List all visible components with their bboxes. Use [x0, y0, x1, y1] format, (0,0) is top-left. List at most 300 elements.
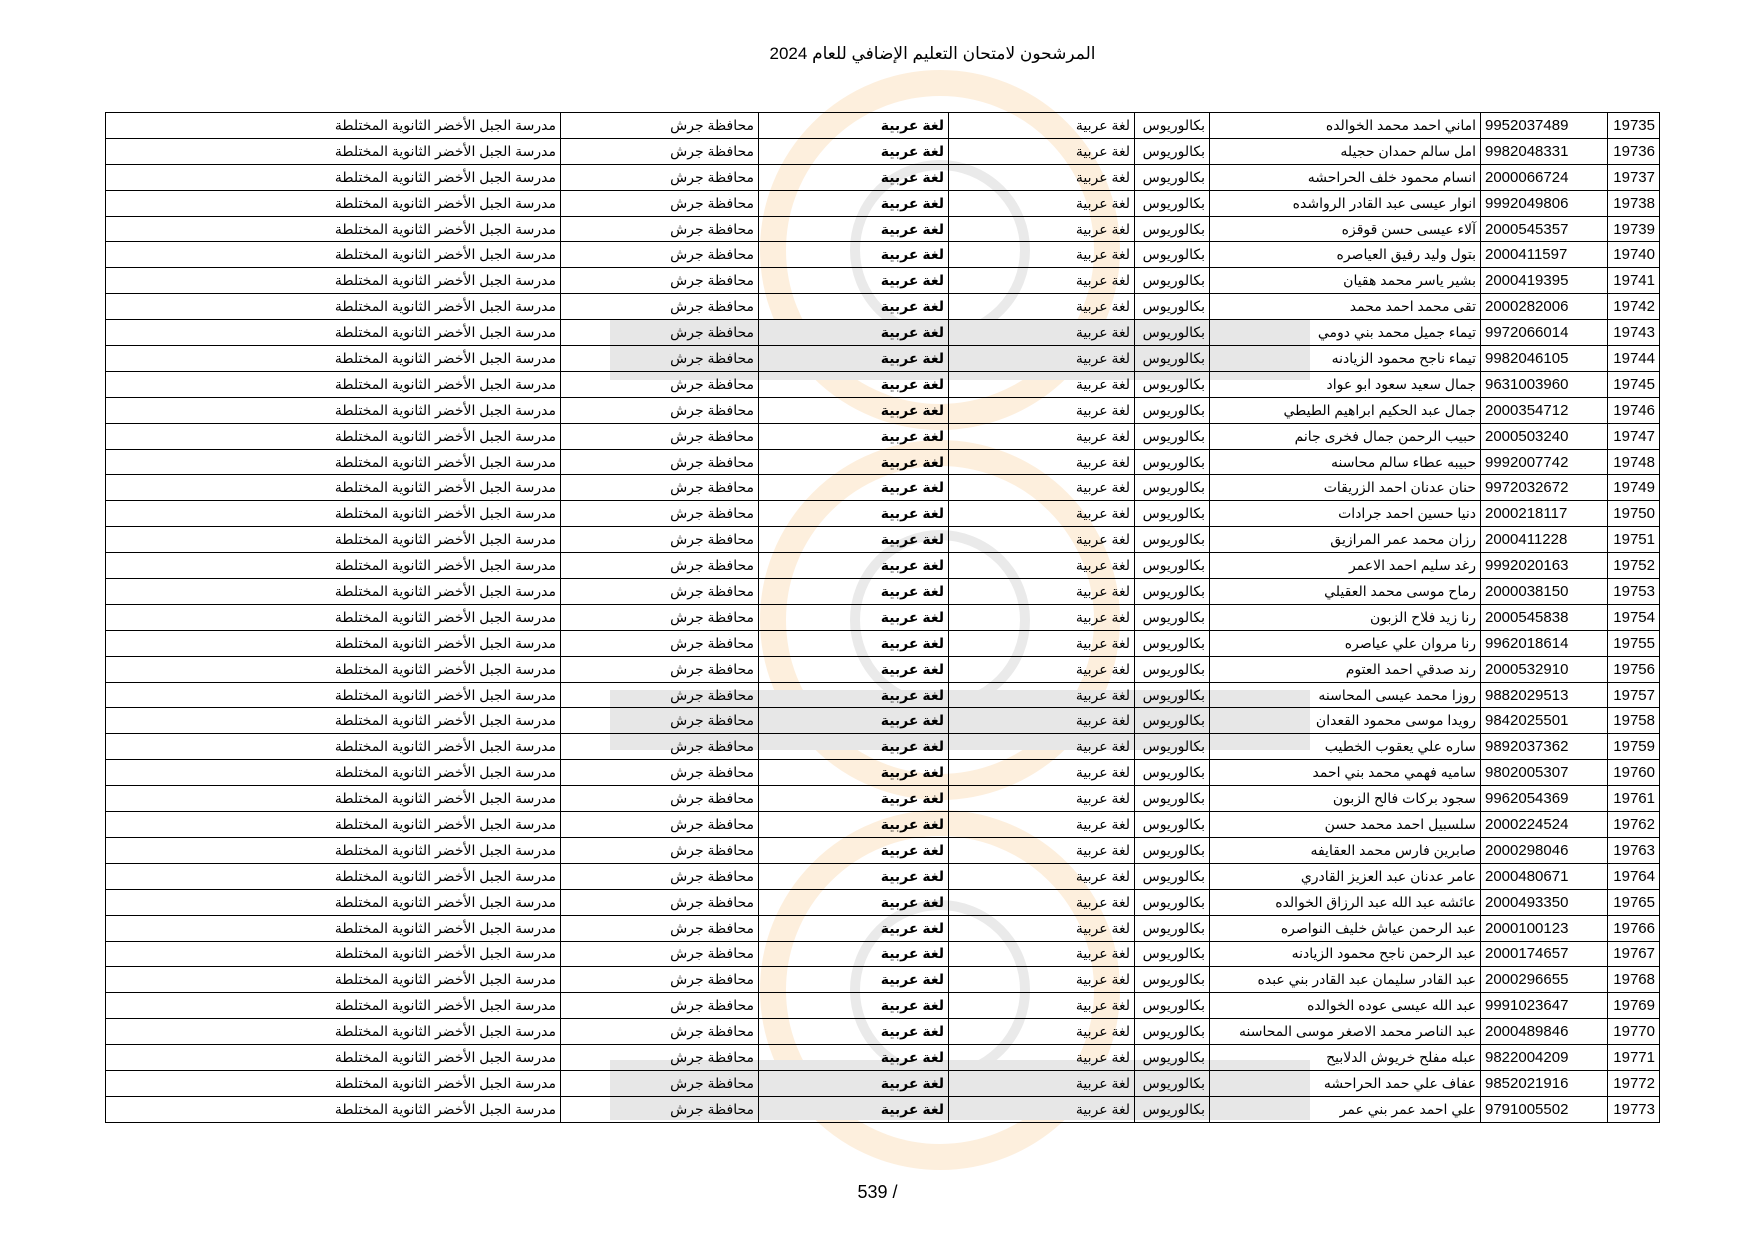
specialization-cell: لغة عربية — [949, 734, 1135, 760]
national-id-cell: 2000224524 — [1481, 812, 1608, 838]
specialization-cell: لغة عربية — [949, 656, 1135, 682]
seq-cell: 19765 — [1608, 889, 1660, 915]
governorate-cell: محافظة جرش — [561, 656, 759, 682]
subject-cell: لغة عربية — [759, 708, 949, 734]
subject-cell: لغة عربية — [759, 837, 949, 863]
name-cell: رغد سليم احمد الاعمر — [1210, 553, 1481, 579]
degree-cell: بكالوريوس — [1135, 423, 1210, 449]
table-row — [106, 863, 1660, 889]
page-number-text: 539 / — [857, 1182, 898, 1202]
governorate-cell: محافظة جرش — [561, 630, 759, 656]
seq-cell: 19743 — [1608, 320, 1660, 346]
table-row — [106, 630, 1660, 656]
degree-cell: بكالوريوس — [1135, 941, 1210, 967]
table-row — [106, 501, 1660, 527]
specialization-cell: لغة عربية — [949, 760, 1135, 786]
degree-cell: بكالوريوس — [1135, 708, 1210, 734]
subject-cell: لغة عربية — [759, 190, 949, 216]
subject-cell: لغة عربية — [759, 941, 949, 967]
national-id-cell: 2000298046 — [1481, 837, 1608, 863]
national-id-cell: 9992020163 — [1481, 553, 1608, 579]
table-row — [106, 190, 1660, 216]
subject-cell: لغة عربية — [759, 682, 949, 708]
governorate-cell: محافظة جرش — [561, 423, 759, 449]
national-id-cell: 9991023647 — [1481, 993, 1608, 1019]
governorate-cell: محافظة جرش — [561, 346, 759, 372]
specialization-cell: لغة عربية — [949, 1096, 1135, 1122]
table-row — [106, 1096, 1660, 1122]
seq-cell: 19764 — [1608, 863, 1660, 889]
specialization-cell: لغة عربية — [949, 993, 1135, 1019]
table-row — [106, 967, 1660, 993]
school-cell: مدرسة الجبل الأخضر الثانوية المختلطة — [106, 527, 561, 553]
national-id-cell: 2000545357 — [1481, 216, 1608, 242]
degree-cell: بكالوريوس — [1135, 993, 1210, 1019]
seq-cell: 19768 — [1608, 967, 1660, 993]
school-cell: مدرسة الجبل الأخضر الثانوية المختلطة — [106, 294, 561, 320]
degree-cell: بكالوريوس — [1135, 138, 1210, 164]
seq-cell: 19770 — [1608, 1019, 1660, 1045]
degree-cell: بكالوريوس — [1135, 630, 1210, 656]
table-row — [106, 760, 1660, 786]
subject-cell: لغة عربية — [759, 915, 949, 941]
governorate-cell: محافظة جرش — [561, 734, 759, 760]
name-cell: عائشه عبد الله عبد الرزاق الخوالده — [1210, 889, 1481, 915]
table-row — [106, 164, 1660, 190]
national-id-cell: 2000038150 — [1481, 579, 1608, 605]
name-cell: سجود بركات فالح الزبون — [1210, 786, 1481, 812]
national-id-cell: 9822004209 — [1481, 1045, 1608, 1071]
seq-cell: 19739 — [1608, 216, 1660, 242]
specialization-cell: لغة عربية — [949, 915, 1135, 941]
degree-cell: بكالوريوس — [1135, 967, 1210, 993]
name-cell: صابرين فارس محمد العقايفه — [1210, 837, 1481, 863]
national-id-cell: 2000480671 — [1481, 863, 1608, 889]
school-cell: مدرسة الجبل الأخضر الثانوية المختلطة — [106, 734, 561, 760]
governorate-cell: محافظة جرش — [561, 604, 759, 630]
governorate-cell: محافظة جرش — [561, 190, 759, 216]
governorate-cell: محافظة جرش — [561, 449, 759, 475]
name-cell: رزان محمد عمر المرازيق — [1210, 527, 1481, 553]
degree-cell: بكالوريوس — [1135, 786, 1210, 812]
school-cell: مدرسة الجبل الأخضر الثانوية المختلطة — [106, 1096, 561, 1122]
specialization-cell: لغة عربية — [949, 527, 1135, 553]
subject-cell: لغة عربية — [759, 967, 949, 993]
name-cell: عبد القادر سليمان عبد القادر بني عبده — [1210, 967, 1481, 993]
national-id-cell: 9802005307 — [1481, 760, 1608, 786]
specialization-cell: لغة عربية — [949, 475, 1135, 501]
table-row — [106, 708, 1660, 734]
school-cell: مدرسة الجبل الأخضر الثانوية المختلطة — [106, 1019, 561, 1045]
seq-cell: 19773 — [1608, 1096, 1660, 1122]
seq-cell: 19755 — [1608, 630, 1660, 656]
name-cell: عبد الرحمن عياش خليف النواصره — [1210, 915, 1481, 941]
national-id-cell: 2000419395 — [1481, 268, 1608, 294]
school-cell: مدرسة الجبل الأخضر الثانوية المختلطة — [106, 113, 561, 139]
national-id-cell: 2000411597 — [1481, 242, 1608, 268]
school-cell: مدرسة الجبل الأخضر الثانوية المختلطة — [106, 190, 561, 216]
degree-cell: بكالوريوس — [1135, 190, 1210, 216]
specialization-cell: لغة عربية — [949, 501, 1135, 527]
specialization-cell: لغة عربية — [949, 812, 1135, 838]
specialization-cell: لغة عربية — [949, 967, 1135, 993]
national-id-cell: 9962054369 — [1481, 786, 1608, 812]
governorate-cell: محافظة جرش — [561, 371, 759, 397]
subject-cell: لغة عربية — [759, 553, 949, 579]
degree-cell: بكالوريوس — [1135, 760, 1210, 786]
governorate-cell: محافظة جرش — [561, 786, 759, 812]
governorate-cell: محافظة جرش — [561, 397, 759, 423]
table-row — [106, 941, 1660, 967]
subject-cell: لغة عربية — [759, 501, 949, 527]
national-id-cell: 2000493350 — [1481, 889, 1608, 915]
subject-cell: لغة عربية — [759, 1096, 949, 1122]
subject-cell: لغة عربية — [759, 630, 949, 656]
subject-cell: لغة عربية — [759, 320, 949, 346]
governorate-cell: محافظة جرش — [561, 164, 759, 190]
name-cell: رماح موسى محمد العقيلي — [1210, 579, 1481, 605]
specialization-cell: لغة عربية — [949, 113, 1135, 139]
subject-cell: لغة عربية — [759, 604, 949, 630]
table-row — [106, 138, 1660, 164]
seq-cell: 19757 — [1608, 682, 1660, 708]
governorate-cell: محافظة جرش — [561, 889, 759, 915]
governorate-cell: محافظة جرش — [561, 242, 759, 268]
governorate-cell: محافظة جرش — [561, 268, 759, 294]
school-cell: مدرسة الجبل الأخضر الثانوية المختلطة — [106, 630, 561, 656]
school-cell: مدرسة الجبل الأخضر الثانوية المختلطة — [106, 423, 561, 449]
national-id-cell: 9972032672 — [1481, 475, 1608, 501]
seq-cell: 19744 — [1608, 346, 1660, 372]
degree-cell: بكالوريوس — [1135, 656, 1210, 682]
national-id-cell: 9972066014 — [1481, 320, 1608, 346]
seq-cell: 19761 — [1608, 786, 1660, 812]
degree-cell: بكالوريوس — [1135, 1019, 1210, 1045]
table-row — [106, 786, 1660, 812]
degree-cell: بكالوريوس — [1135, 294, 1210, 320]
specialization-cell: لغة عربية — [949, 423, 1135, 449]
degree-cell: بكالوريوس — [1135, 553, 1210, 579]
degree-cell: بكالوريوس — [1135, 812, 1210, 838]
seq-cell: 19738 — [1608, 190, 1660, 216]
name-cell: عفاف علي حمد الحراحشه — [1210, 1070, 1481, 1096]
governorate-cell: محافظة جرش — [561, 475, 759, 501]
table-row — [106, 915, 1660, 941]
table-row — [106, 682, 1660, 708]
seq-cell: 19735 — [1608, 113, 1660, 139]
name-cell: جمال سعيد سعود ابو عواد — [1210, 371, 1481, 397]
degree-cell: بكالوريوس — [1135, 863, 1210, 889]
table-row — [106, 346, 1660, 372]
degree-cell: بكالوريوس — [1135, 242, 1210, 268]
table-row — [106, 604, 1660, 630]
specialization-cell: لغة عربية — [949, 320, 1135, 346]
specialization-cell: لغة عربية — [949, 837, 1135, 863]
table-row — [106, 993, 1660, 1019]
degree-cell: بكالوريوس — [1135, 346, 1210, 372]
degree-cell: بكالوريوس — [1135, 1045, 1210, 1071]
table-row — [106, 423, 1660, 449]
seq-cell: 19746 — [1608, 397, 1660, 423]
table-row — [106, 371, 1660, 397]
table-row — [106, 242, 1660, 268]
school-cell: مدرسة الجبل الأخضر الثانوية المختلطة — [106, 138, 561, 164]
subject-cell: لغة عربية — [759, 242, 949, 268]
degree-cell: بكالوريوس — [1135, 449, 1210, 475]
national-id-cell: 2000218117 — [1481, 501, 1608, 527]
specialization-cell: لغة عربية — [949, 346, 1135, 372]
specialization-cell: لغة عربية — [949, 138, 1135, 164]
table-row — [106, 113, 1660, 139]
specialization-cell: لغة عربية — [949, 371, 1135, 397]
subject-cell: لغة عربية — [759, 371, 949, 397]
national-id-cell: 2000296655 — [1481, 967, 1608, 993]
school-cell: مدرسة الجبل الأخضر الثانوية المختلطة — [106, 708, 561, 734]
subject-cell: لغة عربية — [759, 656, 949, 682]
name-cell: آلاء عيسى حسن قوقزه — [1210, 216, 1481, 242]
school-cell: مدرسة الجبل الأخضر الثانوية المختلطة — [106, 501, 561, 527]
name-cell: جمال عبد الحكيم ابراهيم الطيطي — [1210, 397, 1481, 423]
governorate-cell: محافظة جرش — [561, 527, 759, 553]
name-cell: انسام محمود خلف الحراحشه — [1210, 164, 1481, 190]
page-title-text: المرشحون لامتحان التعليم الإضافي للعام 2024 — [769, 44, 1096, 63]
table-row — [106, 1019, 1660, 1045]
seq-cell: 19753 — [1608, 579, 1660, 605]
school-cell: مدرسة الجبل الأخضر الثانوية المختلطة — [106, 941, 561, 967]
specialization-cell: لغة عربية — [949, 1019, 1135, 1045]
degree-cell: بكالوريوس — [1135, 1096, 1210, 1122]
school-cell: مدرسة الجبل الأخضر الثانوية المختلطة — [106, 1070, 561, 1096]
governorate-cell: محافظة جرش — [561, 320, 759, 346]
seq-cell: 19758 — [1608, 708, 1660, 734]
school-cell: مدرسة الجبل الأخضر الثانوية المختلطة — [106, 863, 561, 889]
name-cell: روزا محمد عيسى المحاسنه — [1210, 682, 1481, 708]
subject-cell: لغة عربية — [759, 993, 949, 1019]
table-row — [106, 579, 1660, 605]
seq-cell: 19747 — [1608, 423, 1660, 449]
seq-cell: 19752 — [1608, 553, 1660, 579]
governorate-cell: محافظة جرش — [561, 1045, 759, 1071]
subject-cell: لغة عربية — [759, 863, 949, 889]
subject-cell: لغة عربية — [759, 527, 949, 553]
table-row — [106, 397, 1660, 423]
name-cell: تيماء جميل محمد بني دومي — [1210, 320, 1481, 346]
table-row — [106, 216, 1660, 242]
national-id-cell: 9842025501 — [1481, 708, 1608, 734]
governorate-cell: محافظة جرش — [561, 915, 759, 941]
subject-cell: لغة عربية — [759, 1070, 949, 1096]
governorate-cell: محافظة جرش — [561, 1096, 759, 1122]
governorate-cell: محافظة جرش — [561, 941, 759, 967]
degree-cell: بكالوريوس — [1135, 604, 1210, 630]
subject-cell: لغة عربية — [759, 138, 949, 164]
name-cell: حبيب الرحمن جمال فخرى جانم — [1210, 423, 1481, 449]
name-cell: ساميه فهمي محمد بني احمد — [1210, 760, 1481, 786]
name-cell: اماني احمد محمد الخوالده — [1210, 113, 1481, 139]
seq-cell: 19740 — [1608, 242, 1660, 268]
national-id-cell: 9992049806 — [1481, 190, 1608, 216]
specialization-cell: لغة عربية — [949, 190, 1135, 216]
subject-cell: لغة عربية — [759, 1045, 949, 1071]
national-id-cell: 9892037362 — [1481, 734, 1608, 760]
school-cell: مدرسة الجبل الأخضر الثانوية المختلطة — [106, 242, 561, 268]
school-cell: مدرسة الجبل الأخضر الثانوية المختلطة — [106, 812, 561, 838]
degree-cell: بكالوريوس — [1135, 320, 1210, 346]
degree-cell: بكالوريوس — [1135, 527, 1210, 553]
national-id-cell: 2000066724 — [1481, 164, 1608, 190]
specialization-cell: لغة عربية — [949, 630, 1135, 656]
specialization-cell: لغة عربية — [949, 397, 1135, 423]
governorate-cell: محافظة جرش — [561, 1070, 759, 1096]
specialization-cell: لغة عربية — [949, 216, 1135, 242]
degree-cell: بكالوريوس — [1135, 837, 1210, 863]
degree-cell: بكالوريوس — [1135, 889, 1210, 915]
governorate-cell: محافظة جرش — [561, 993, 759, 1019]
degree-cell: بكالوريوس — [1135, 475, 1210, 501]
specialization-cell: لغة عربية — [949, 553, 1135, 579]
national-id-cell: 9952037489 — [1481, 113, 1608, 139]
national-id-cell: 9852021916 — [1481, 1070, 1608, 1096]
specialization-cell: لغة عربية — [949, 604, 1135, 630]
candidates-table-body — [106, 113, 1660, 1123]
national-id-cell: 9882029513 — [1481, 682, 1608, 708]
school-cell: مدرسة الجبل الأخضر الثانوية المختلطة — [106, 553, 561, 579]
seq-cell: 19745 — [1608, 371, 1660, 397]
specialization-cell: لغة عربية — [949, 786, 1135, 812]
governorate-cell: محافظة جرش — [561, 682, 759, 708]
governorate-cell: محافظة جرش — [561, 967, 759, 993]
governorate-cell: محافظة جرش — [561, 708, 759, 734]
seq-cell: 19737 — [1608, 164, 1660, 190]
specialization-cell: لغة عربية — [949, 268, 1135, 294]
subject-cell: لغة عربية — [759, 449, 949, 475]
school-cell: مدرسة الجبل الأخضر الثانوية المختلطة — [106, 164, 561, 190]
national-id-cell: 9962018614 — [1481, 630, 1608, 656]
name-cell: عامر عدنان عبد العزيز القادري — [1210, 863, 1481, 889]
specialization-cell: لغة عربية — [949, 889, 1135, 915]
governorate-cell: محافظة جرش — [561, 1019, 759, 1045]
school-cell: مدرسة الجبل الأخضر الثانوية المختلطة — [106, 320, 561, 346]
degree-cell: بكالوريوس — [1135, 397, 1210, 423]
subject-cell: لغة عربية — [759, 346, 949, 372]
governorate-cell: محافظة جرش — [561, 553, 759, 579]
national-id-cell: 2000503240 — [1481, 423, 1608, 449]
seq-cell: 19756 — [1608, 656, 1660, 682]
name-cell: رنا مروان علي عياصره — [1210, 630, 1481, 656]
degree-cell: بكالوريوس — [1135, 371, 1210, 397]
governorate-cell: محافظة جرش — [561, 113, 759, 139]
subject-cell: لغة عربية — [759, 397, 949, 423]
governorate-cell: محافظة جرش — [561, 138, 759, 164]
table-row — [106, 449, 1660, 475]
governorate-cell: محافظة جرش — [561, 837, 759, 863]
subject-cell: لغة عربية — [759, 164, 949, 190]
specialization-cell: لغة عربية — [949, 708, 1135, 734]
seq-cell: 19751 — [1608, 527, 1660, 553]
specialization-cell: لغة عربية — [949, 579, 1135, 605]
specialization-cell: لغة عربية — [949, 1045, 1135, 1071]
governorate-cell: محافظة جرش — [561, 501, 759, 527]
name-cell: حبيبه عطاء سالم محاسنه — [1210, 449, 1481, 475]
school-cell: مدرسة الجبل الأخضر الثانوية المختلطة — [106, 216, 561, 242]
seq-cell: 19760 — [1608, 760, 1660, 786]
degree-cell: بكالوريوس — [1135, 579, 1210, 605]
name-cell: علي احمد عمر بني عمر — [1210, 1096, 1481, 1122]
subject-cell: لغة عربية — [759, 294, 949, 320]
name-cell: امل سالم حمدان حجيله — [1210, 138, 1481, 164]
table-row — [106, 734, 1660, 760]
degree-cell: بكالوريوس — [1135, 682, 1210, 708]
specialization-cell: لغة عربية — [949, 294, 1135, 320]
national-id-cell: 9982048331 — [1481, 138, 1608, 164]
school-cell: مدرسة الجبل الأخضر الثانوية المختلطة — [106, 682, 561, 708]
national-id-cell: 2000354712 — [1481, 397, 1608, 423]
table-row — [106, 294, 1660, 320]
school-cell: مدرسة الجبل الأخضر الثانوية المختلطة — [106, 915, 561, 941]
school-cell: مدرسة الجبل الأخضر الثانوية المختلطة — [106, 967, 561, 993]
seq-cell: 19741 — [1608, 268, 1660, 294]
name-cell: تقى محمد احمد محمد — [1210, 294, 1481, 320]
governorate-cell: محافظة جرش — [561, 216, 759, 242]
national-id-cell: 2000100123 — [1481, 915, 1608, 941]
degree-cell: بكالوريوس — [1135, 915, 1210, 941]
school-cell: مدرسة الجبل الأخضر الثانوية المختلطة — [106, 397, 561, 423]
table-row — [106, 812, 1660, 838]
page-title — [0, 44, 1755, 64]
name-cell: تيماء ناجح محمود الزيادنه — [1210, 346, 1481, 372]
degree-cell: بكالوريوس — [1135, 734, 1210, 760]
specialization-cell: لغة عربية — [949, 242, 1135, 268]
candidates-table — [105, 112, 1660, 1123]
school-cell: مدرسة الجبل الأخضر الثانوية المختلطة — [106, 889, 561, 915]
national-id-cell: 9992007742 — [1481, 449, 1608, 475]
national-id-cell: 9791005502 — [1481, 1096, 1608, 1122]
name-cell: دنيا حسين احمد جرادات — [1210, 501, 1481, 527]
seq-cell: 19749 — [1608, 475, 1660, 501]
seq-cell: 19748 — [1608, 449, 1660, 475]
school-cell: مدرسة الجبل الأخضر الثانوية المختلطة — [106, 993, 561, 1019]
seq-cell: 19767 — [1608, 941, 1660, 967]
degree-cell: بكالوريوس — [1135, 501, 1210, 527]
seq-cell: 19771 — [1608, 1045, 1660, 1071]
degree-cell: بكالوريوس — [1135, 216, 1210, 242]
seq-cell: 19763 — [1608, 837, 1660, 863]
name-cell: رنا زيد فلاح الزبون — [1210, 604, 1481, 630]
seq-cell: 19769 — [1608, 993, 1660, 1019]
school-cell: مدرسة الجبل الأخضر الثانوية المختلطة — [106, 760, 561, 786]
governorate-cell: محافظة جرش — [561, 294, 759, 320]
school-cell: مدرسة الجبل الأخضر الثانوية المختلطة — [106, 268, 561, 294]
subject-cell: لغة عربية — [759, 734, 949, 760]
governorate-cell: محافظة جرش — [561, 579, 759, 605]
school-cell: مدرسة الجبل الأخضر الثانوية المختلطة — [106, 1045, 561, 1071]
table-row — [106, 837, 1660, 863]
school-cell: مدرسة الجبل الأخضر الثانوية المختلطة — [106, 837, 561, 863]
table-row — [106, 527, 1660, 553]
table-row — [106, 475, 1660, 501]
subject-cell: لغة عربية — [759, 812, 949, 838]
seq-cell: 19759 — [1608, 734, 1660, 760]
name-cell: بشير ياسر محمد هقيان — [1210, 268, 1481, 294]
national-id-cell: 2000411228 — [1481, 527, 1608, 553]
governorate-cell: محافظة جرش — [561, 863, 759, 889]
school-cell: مدرسة الجبل الأخضر الثانوية المختلطة — [106, 346, 561, 372]
specialization-cell: لغة عربية — [949, 449, 1135, 475]
name-cell: انوار عيسى عبد القادر الرواشده — [1210, 190, 1481, 216]
degree-cell: بكالوريوس — [1135, 1070, 1210, 1096]
table-row — [106, 320, 1660, 346]
degree-cell: بكالوريوس — [1135, 268, 1210, 294]
